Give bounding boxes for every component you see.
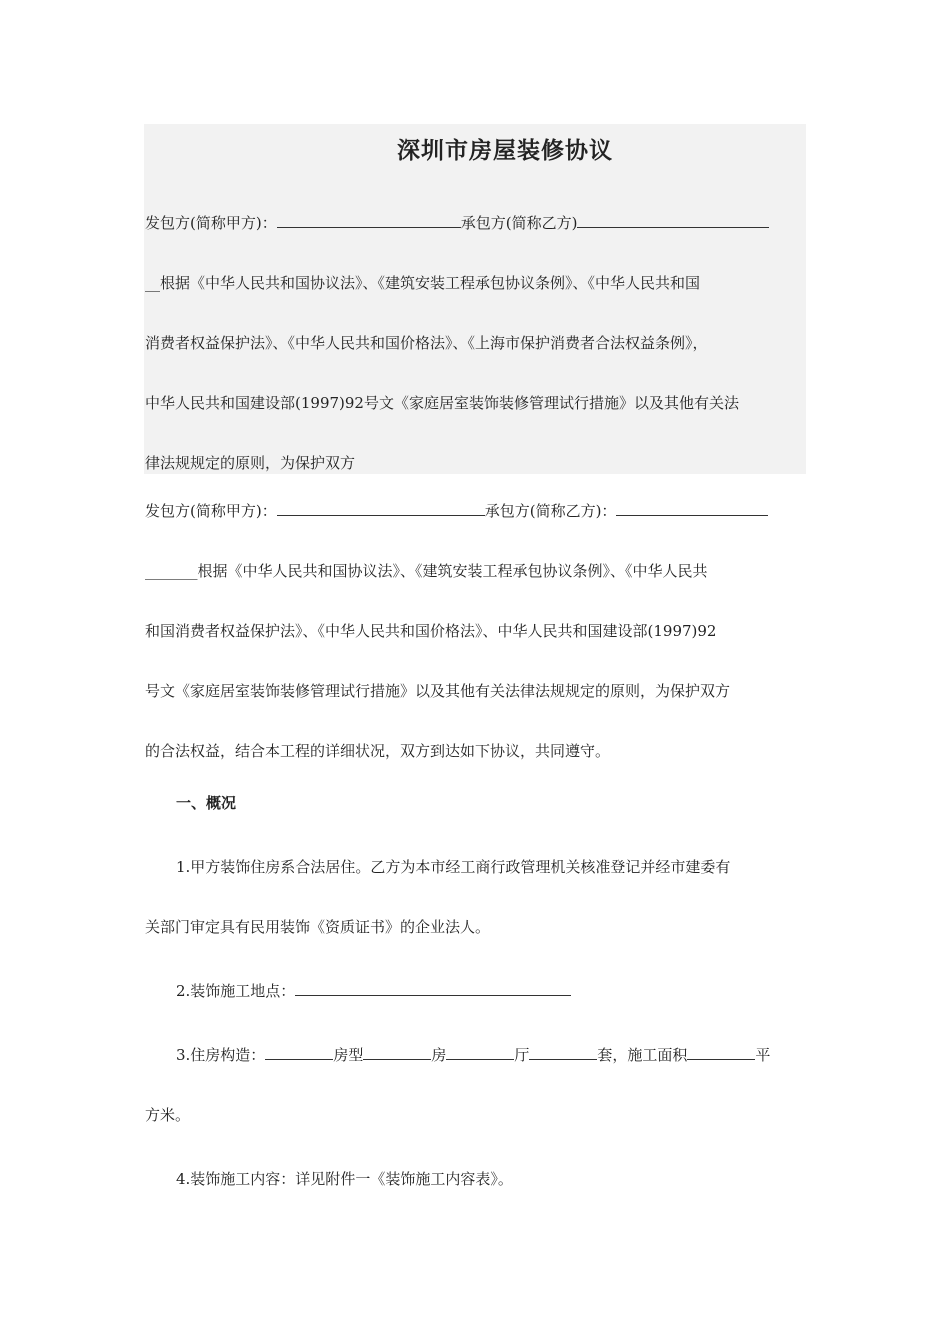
item-1-line-1: 1.甲方装饰住房系合法居住。乙方为本市经工商行政管理机关核准登记并经市建委有 <box>176 858 731 876</box>
body-line-3: 和国消费者权益保护法》、《中华人民共和国价格法》、中华人民共和国建设部(1997)92 <box>145 622 717 640</box>
section-heading: 一、概况 <box>176 794 237 812</box>
item-3-line-2: 方米。 <box>145 1106 191 1124</box>
blank <box>687 1044 755 1060</box>
blank <box>446 1044 514 1060</box>
body-line-5: 的合法权益，结合本工程的详细状况，双方到达如下协议，共同遵守。 <box>145 742 611 760</box>
shaded-line-2: __根据《中华人民共和国协议法》、《建筑安装工程承包协议条例》、《中华人民共和国 <box>145 274 701 292</box>
blank <box>265 1044 333 1060</box>
shaded-line-4: 中华人民共和国建设部(1997)92号文《家庭居室装饰装修管理试行措施》以及其他有关法 <box>145 394 739 412</box>
party-b-blank <box>616 500 768 516</box>
party-b-blank <box>577 212 769 228</box>
address-blank <box>295 980 571 996</box>
shaded-parties-line <box>145 212 807 234</box>
party-b-label: 承包方(简称乙方)： <box>484 502 617 520</box>
party-a-blank <box>277 212 461 228</box>
party-a-label: 发包方(简称甲方)： <box>145 214 277 232</box>
body-parties-line <box>145 500 807 522</box>
item-3-line-1: 3.住房构造： 房型 房 厅 套，施工面积 平 <box>176 1046 771 1064</box>
body-line-2: _______根据《中华人民共和国协议法》、《建筑安装工程承包协议条例》、《中华人民共 <box>145 562 708 580</box>
item-4: 4.装饰施工内容：详见附件一《装饰施工内容表》。 <box>176 1170 513 1188</box>
item-2: 2.装饰施工地点： <box>176 980 838 1002</box>
blank <box>363 1044 431 1060</box>
party-a-label: 发包方(简称甲方)： <box>145 502 277 520</box>
document-title: 深圳市房屋装修协议 <box>397 137 613 164</box>
party-b-label: 承包方(简称乙方) <box>460 214 578 232</box>
party-a-blank <box>277 500 485 516</box>
item-1-line-2: 关部门审定具有民用装饰《资质证书》的企业法人。 <box>145 918 491 936</box>
shaded-line-5: 律法规规定的原则，为保护双方 <box>145 454 356 472</box>
body-line-4: 号文《家庭居室装饰装修管理试行措施》以及其他有关法律法规规定的原则，为保护双方 <box>145 682 731 700</box>
blank <box>529 1044 597 1060</box>
shaded-line-3: 消费者权益保护法》、《中华人民共和国价格法》、《上海市保护消费者合法权益条例》， <box>145 334 708 352</box>
shaded-block <box>144 124 806 474</box>
